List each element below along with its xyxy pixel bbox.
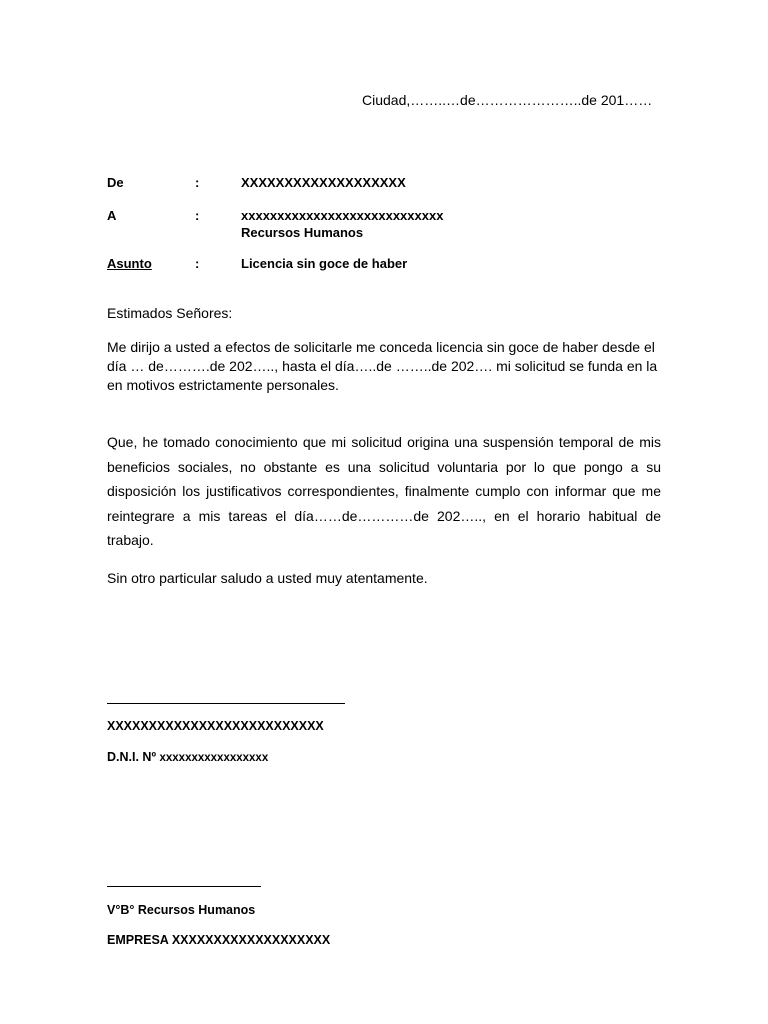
to-value: xxxxxxxxxxxxxxxxxxxxxxxxxxxx bbox=[241, 208, 444, 223]
signer-name: XXXXXXXXXXXXXXXXXXXXXXXXXX bbox=[107, 719, 324, 733]
subject-colon: : bbox=[195, 256, 200, 271]
approval-label: V°B° Recursos Humanos bbox=[107, 903, 256, 917]
from-colon: : bbox=[195, 175, 200, 190]
subject-value: Licencia sin goce de haber bbox=[241, 256, 408, 271]
date-line: Ciudad,……..…de…………………..de 201…… bbox=[362, 92, 653, 108]
dni-value: xxxxxxxxxxxxxxxxx bbox=[159, 752, 269, 764]
dni-prefix: D.N.I. Nº bbox=[107, 750, 157, 764]
closing-line: Sin otro particular saludo a usted muy atentamente. bbox=[107, 570, 428, 586]
paragraph-request: Me dirijo a usted a efectos de solicitarle me conceda licencia sin goce de haber desde el día … de……….de 202….., hasta el día…..de ……..de 202…. mi solicitud se funda en la en motivos estrictamente personales. bbox=[107, 339, 658, 393]
signature-line bbox=[107, 703, 345, 704]
to-label: A bbox=[107, 208, 117, 223]
to-department: Recursos Humanos bbox=[241, 225, 364, 240]
approval-line bbox=[107, 886, 261, 887]
from-value: XXXXXXXXXXXXXXXXXXX bbox=[241, 175, 406, 190]
to-colon: : bbox=[195, 208, 200, 223]
dni-line bbox=[107, 750, 268, 764]
company-line: EMPRESA XXXXXXXXXXXXXXXXXXX bbox=[107, 933, 331, 947]
from-label: De bbox=[107, 175, 124, 190]
subject-label: Asunto bbox=[107, 256, 152, 271]
greeting: Estimados Señores: bbox=[107, 305, 233, 321]
paragraph-justification: Que, he tomado conocimiento que mi solicitud origina una suspensión temporal de mis beneficios sociales, no obstante es una solicitud voluntaria por lo que pongo a su disposición los justificativos correspondientes, finalmente cumplo con informar que me reintegrare a mis tareas el día……de…………de 202….., en el horario habitual de trabajo. bbox=[107, 434, 661, 548]
